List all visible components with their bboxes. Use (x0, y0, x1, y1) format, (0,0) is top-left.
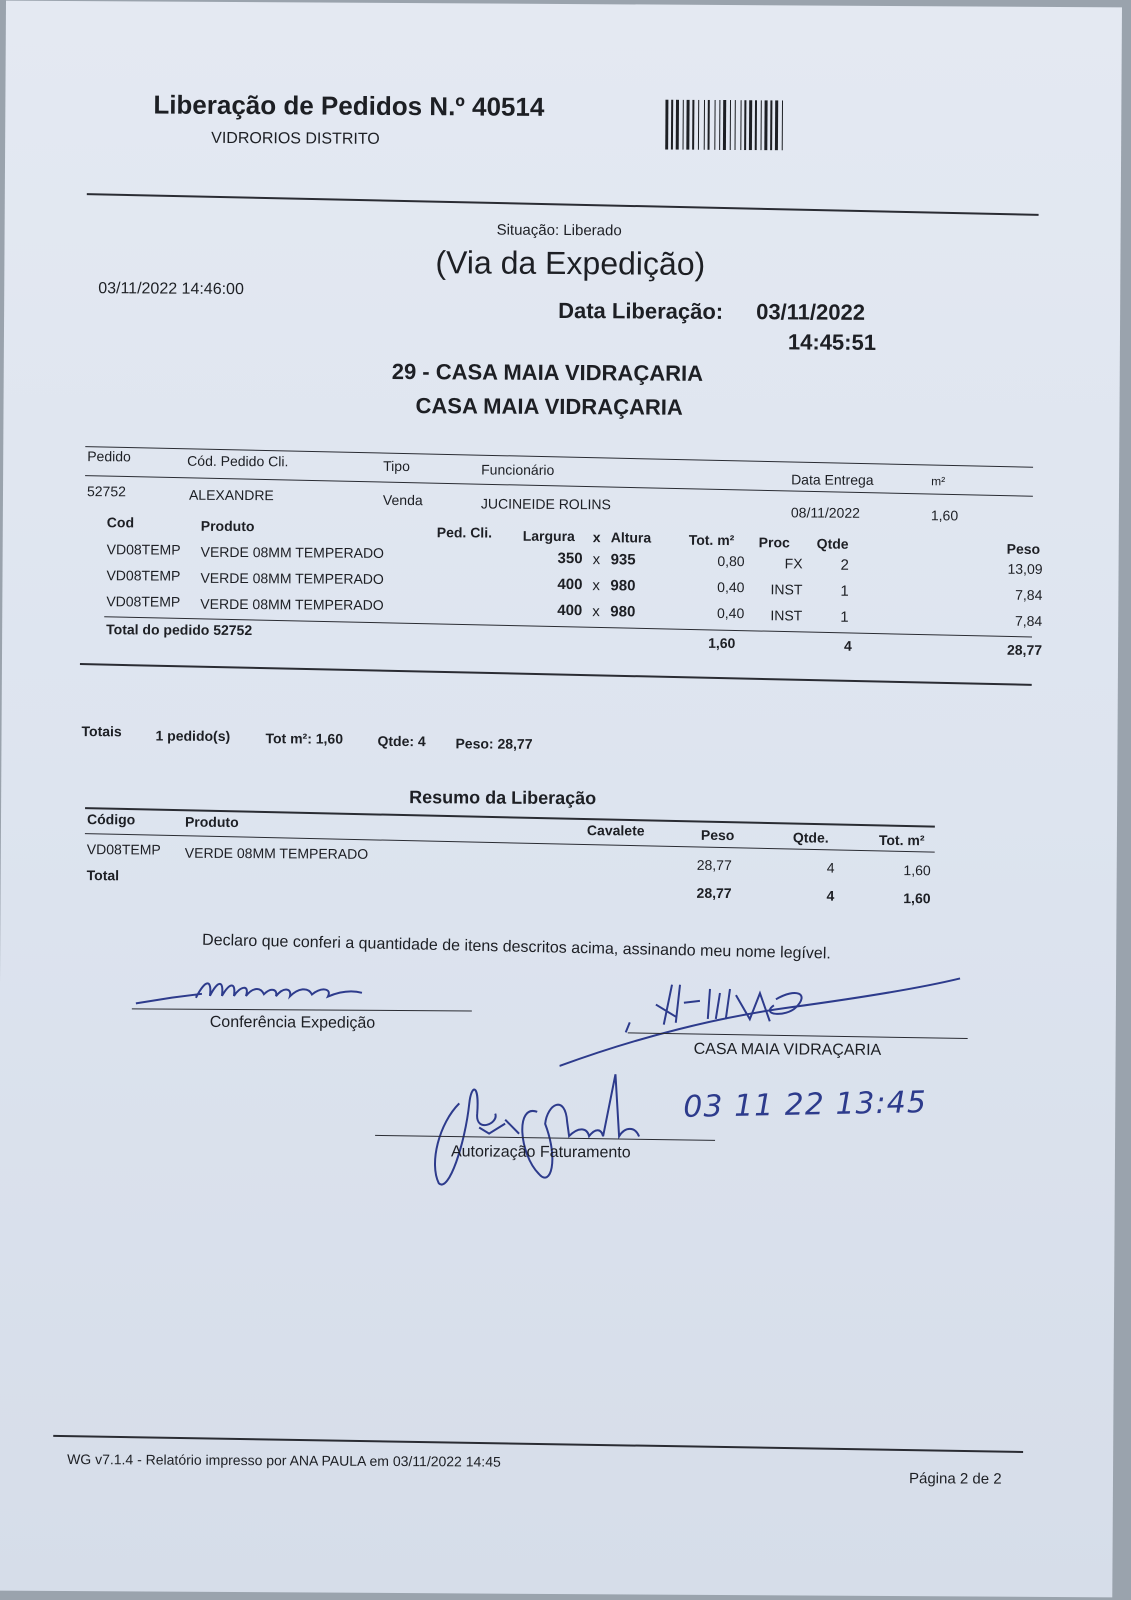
summary-header-codigo: Código (86, 811, 136, 828)
order-item-tot-m2: 0,80 (717, 552, 745, 570)
order-table-bottom-rule (80, 663, 1032, 686)
summary-total-tot-m2: 1,60 (903, 890, 931, 907)
summary-row-peso: 28,77 (696, 856, 732, 874)
order-item-altura: 935 (610, 551, 636, 569)
client-signature-label: CASA MAIA VIDRAÇARIA (693, 1040, 882, 1059)
order-item-peso: 7,84 (1014, 612, 1043, 629)
summary-total-label: Total (86, 867, 120, 884)
item-header-peso: Peso (1006, 540, 1041, 557)
order-item-produto: VERDE 08MM TEMPERADO (200, 569, 384, 587)
declaration-text: Declaro que conferi a quantidade de itens descritos acima, assinando meu nome legível. (201, 931, 831, 963)
summary-header-qtde: Qtde. (792, 829, 829, 846)
summary-total-qtde: 4 (826, 887, 835, 904)
item-header-tot-m2: Tot. m² (688, 531, 735, 549)
totals-m2: Tot m²: 1,60 (265, 730, 344, 747)
order-item-largura: 350 (557, 549, 583, 568)
client-name-line2: CASA MAIA VIDRAÇARIA (415, 393, 683, 420)
company-name: VIDRORIOS DISTRITO (211, 129, 380, 148)
order-item-qtde: 1 (840, 582, 849, 600)
order-item-cod: VD08TEMP (106, 593, 181, 610)
order-funcionario: JUCINEIDE ROLINS (480, 495, 611, 513)
col-header-data-entrega: Data Entrega (791, 471, 874, 488)
col-header-m2: m² (931, 474, 946, 489)
item-header-ped-cli: Ped. Cli. (436, 524, 493, 541)
item-header-proc: Proc (758, 534, 790, 551)
order-item-proc: INST (770, 581, 803, 598)
summary-header-peso: Peso (700, 826, 735, 844)
item-header-produto: Produto (200, 517, 255, 535)
client-name-line1: 29 - CASA MAIA VIDRAÇARIA (391, 358, 704, 386)
order-item-peso: 13,09 (1007, 560, 1043, 577)
footer-report-info: WG v7.1.4 - Relatório impresso por ANA PAULA em 03/11/2022 14:45 (67, 1450, 501, 1470)
footer-rule (53, 1435, 1023, 1453)
summary-header-cavalete: Cavalete (586, 822, 645, 839)
order-tipo: Venda (382, 491, 423, 509)
order-total-peso: 28,77 (1006, 641, 1043, 658)
totals-qtde: Qtde: 4 (377, 732, 426, 750)
conferencia-signature (132, 967, 372, 1008)
print-datetime: 03/11/2022 14:46:00 (98, 280, 244, 299)
summary-row-qtde: 4 (826, 859, 835, 876)
totals-peso: Peso: 28,77 (455, 735, 533, 752)
col-header-funcionario: Funcionário (481, 461, 555, 478)
data-liberacao-label: Data Liberação: (558, 297, 724, 324)
order-item-x: x (592, 551, 601, 569)
order-item-proc: INST (770, 607, 803, 624)
totals-label: Totais (81, 723, 122, 740)
data-liberacao-date: 03/11/2022 (756, 299, 866, 325)
order-item-proc: FX (784, 555, 803, 572)
order-item-produto: VERDE 08MM TEMPERADO (200, 595, 384, 613)
item-header-largura: Largura (522, 527, 575, 545)
summary-title: Resumo da Liberação (409, 787, 597, 809)
order-m2: 1,60 (930, 507, 959, 524)
order-item-qtde: 1 (840, 608, 849, 626)
document-title: Liberação de Pedidos N.º 40514 (153, 89, 545, 122)
situacao-text: Situação: Liberado (496, 221, 622, 240)
order-item-cod: VD08TEMP (106, 541, 181, 558)
item-header-altura: Altura (610, 529, 652, 546)
autorizacao-label: Autorização Faturamento (450, 1143, 631, 1162)
handwritten-date: 03 11 22 13:45 (682, 1085, 928, 1125)
order-item-altura: 980 (610, 603, 636, 621)
order-pedido: 52752 (86, 483, 127, 500)
order-cod-pedido-cli: ALEXANDRE (188, 486, 274, 504)
summary-total-peso: 28,77 (696, 884, 732, 902)
order-item-tot-m2: 0,40 (716, 604, 745, 622)
order-item-produto: VERDE 08MM TEMPERADO (200, 543, 385, 561)
order-total-label: Total do pedido 52752 (106, 621, 253, 639)
order-item-tot-m2: 0,40 (717, 578, 745, 596)
order-item-qtde: 2 (840, 556, 849, 574)
item-header-x: x (592, 529, 601, 546)
col-header-tipo: Tipo (383, 457, 410, 475)
order-item-largura: 400 (557, 575, 583, 594)
autorizacao-signature (419, 1063, 660, 1194)
data-liberacao-time: 14:45:51 (787, 329, 877, 355)
order-total-m2: 1,60 (708, 634, 736, 652)
footer-page-number: Página 2 de 2 (908, 1470, 1002, 1488)
via-text: (Via da Expedição) (435, 244, 706, 282)
conferencia-signature-line (132, 1008, 472, 1011)
order-item-x: x (592, 577, 600, 595)
summary-row-tot-m2: 1,60 (903, 862, 931, 879)
totals-pedidos: 1 pedido(s) (155, 727, 231, 744)
document-page (0, 1, 1122, 1598)
barcode-image (665, 100, 835, 151)
conferencia-label: Conferência Expedição (209, 1013, 376, 1032)
header-divider (87, 193, 1039, 216)
summary-header-tot-m2: Tot. m² (878, 831, 925, 849)
col-header-pedido: Pedido (87, 448, 131, 465)
order-item-cod: VD08TEMP (106, 567, 181, 584)
order-item-x: x (592, 603, 600, 621)
order-total-qtde: 4 (844, 637, 852, 654)
item-header-qtde: Qtde (816, 535, 849, 552)
order-data-entrega: 08/11/2022 (790, 504, 860, 521)
col-header-cod-pedido-cli: Cód. Pedido Cli. (187, 452, 289, 470)
order-item-peso: 7,84 (1015, 586, 1043, 603)
order-item-altura: 980 (610, 577, 636, 595)
item-header-cod: Cod (106, 514, 135, 531)
summary-header-produto: Produto (184, 813, 239, 831)
summary-row-codigo: VD08TEMP (86, 841, 161, 858)
order-item-largura: 400 (557, 601, 583, 620)
summary-row-produto: VERDE 08MM TEMPERADO (184, 844, 369, 862)
